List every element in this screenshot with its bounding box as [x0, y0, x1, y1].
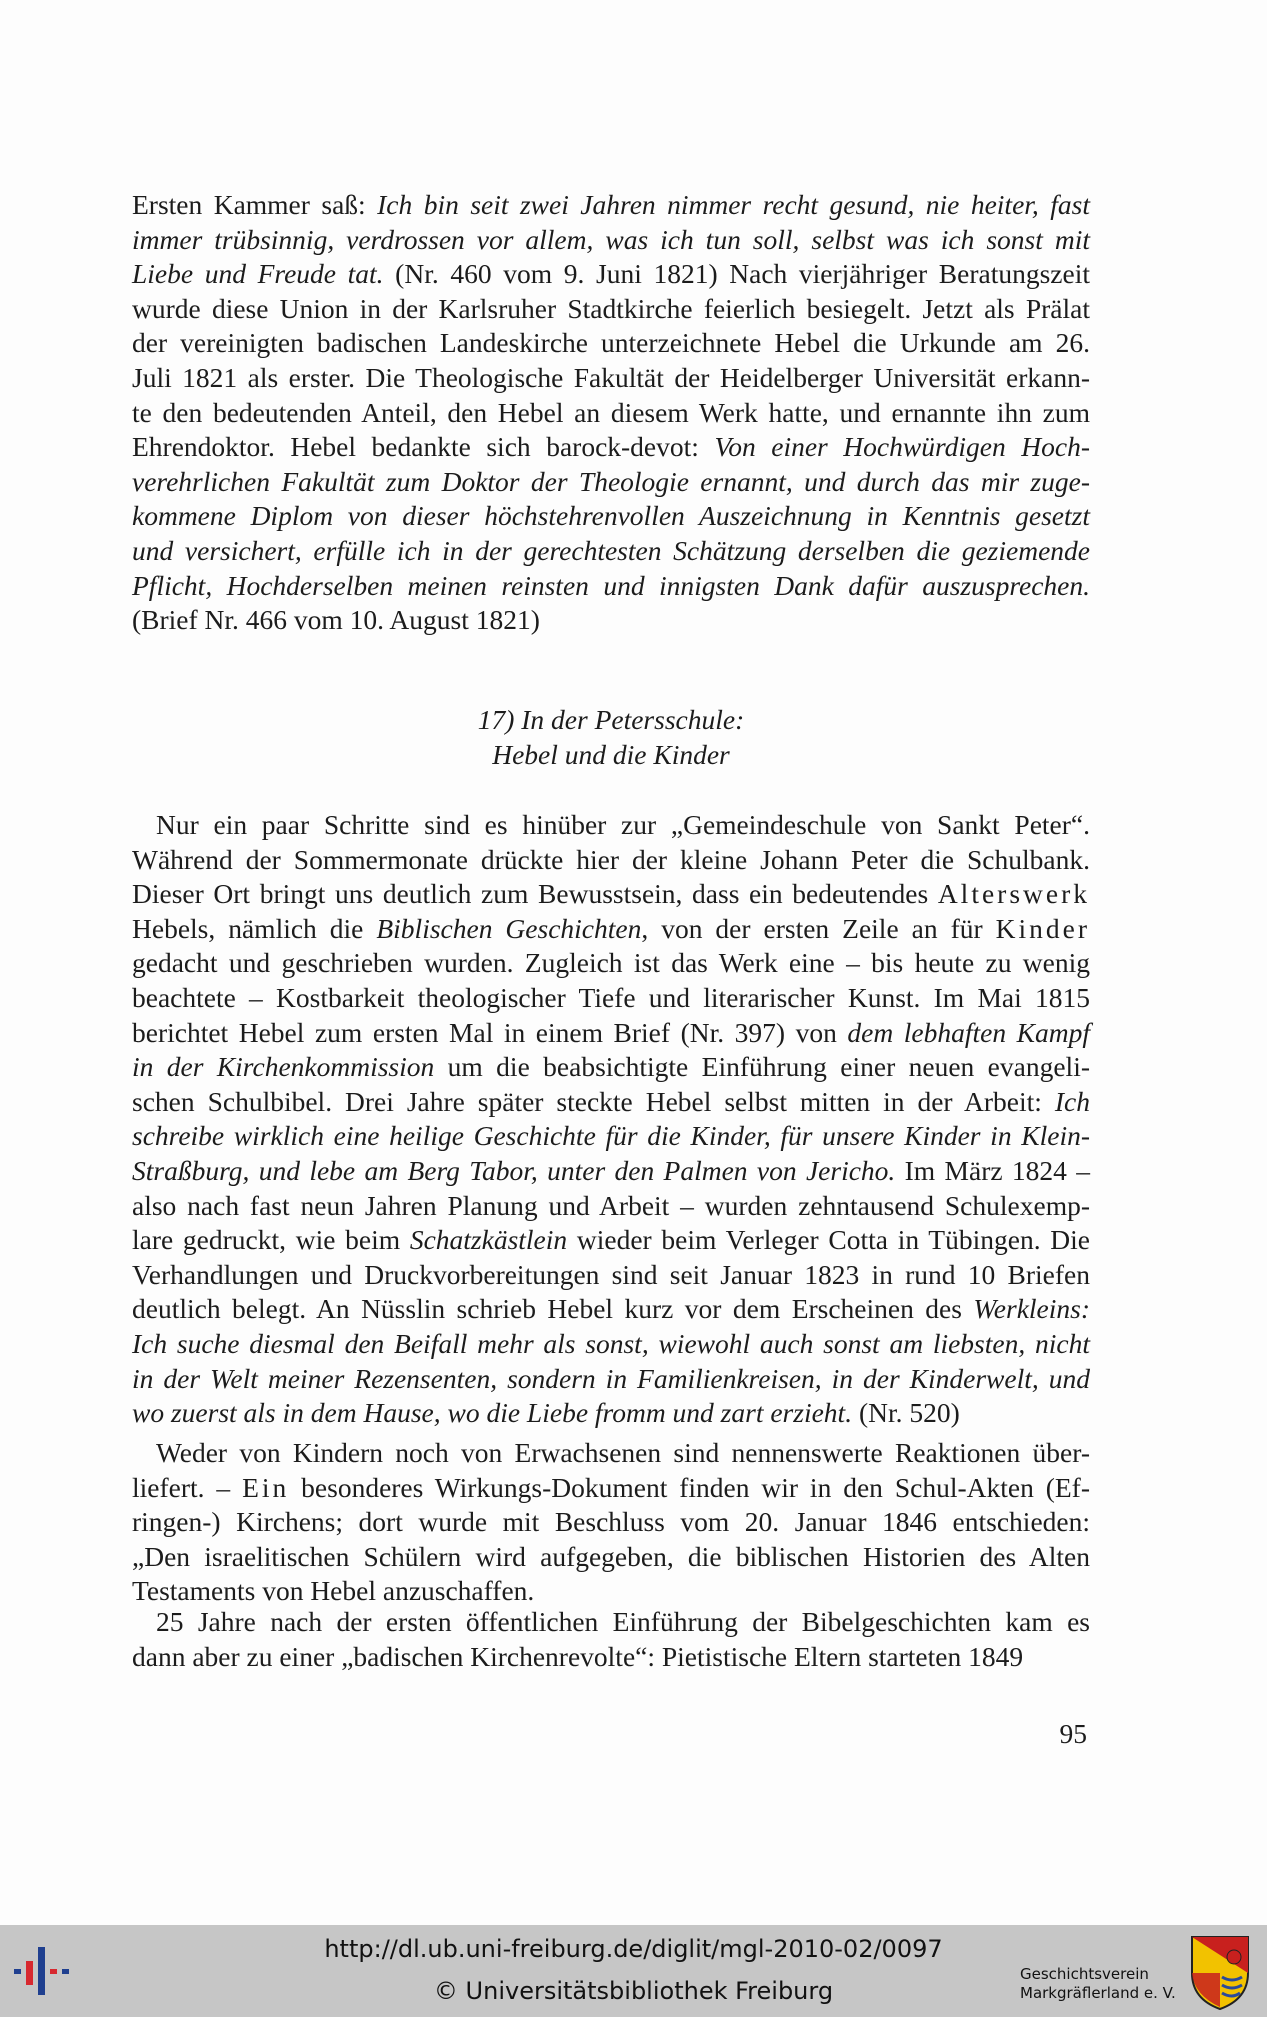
text-line	[132, 361, 1090, 396]
text-run: Weder von Kindern noch von Erwachsenen sind nennenswerte Reaktionen über-	[156, 1437, 1090, 1468]
italic-text: Pflicht, Hochderselben meinen reinsten und innigsten Dank dafür auszusprechen.	[132, 569, 1090, 601]
text-run: Im März 1824 –	[895, 1154, 1090, 1186]
society-name-line-1: Geschichtsverein	[1020, 1965, 1149, 1983]
text-line	[132, 1292, 1090, 1327]
text-run: also nach fast neun Jahren Planung und Arbeit – wurden zehntausend Schulexemp-	[132, 1189, 1090, 1221]
italic-text: Straßburg, und lebe am Berg Tabor, unter den Palmen von Jericho.	[132, 1154, 896, 1186]
italic-text: Werkleins:	[973, 1293, 1090, 1325]
text-run: wurde diese Union in der Karlsruher Stadtkirche feierlich besiegelt. Jetzt als Prälat	[132, 292, 1090, 324]
text-line	[132, 499, 1090, 534]
text-line	[132, 465, 1090, 500]
text-line	[132, 292, 1090, 327]
text-line	[132, 326, 1090, 361]
section-heading-line-1: 17) In der Petersschule:	[477, 704, 745, 735]
text-line	[132, 1540, 1090, 1575]
section-heading	[132, 703, 1090, 772]
text-run: Hebels, nämlich die	[132, 912, 377, 944]
text-run: Alterswerk	[937, 878, 1090, 910]
text-run: Dieser Ort bringt uns deutlich zum Bewusstsein, dass ein bedeutendes	[132, 878, 938, 910]
text-run: der vereinigten badischen Landeskirche unterzeichnete Hebel die Urkunde am 26.	[132, 327, 1090, 359]
text-line	[132, 1574, 1090, 1609]
italic-text: verehrlichen Fakultät zum Doktor der Theologie ernannt, und durch das mir zuge-	[132, 465, 1090, 497]
text-line	[132, 912, 1090, 947]
text-run: Juli 1821 als erster. Die Theologische Fakultät der Heidelberger Universität erkann-	[132, 361, 1090, 393]
text-run: um die beabsichtigte Einführung einer neuen evangeli-	[434, 1051, 1090, 1083]
text-run: Ein	[242, 1471, 290, 1503]
text-line	[132, 1258, 1090, 1293]
text-run: Testaments von Hebel anzuschaffen.	[132, 1575, 535, 1607]
paragraph-3	[132, 1436, 1090, 1609]
text-line	[132, 1436, 1090, 1471]
text-run: te den bedeutenden Anteil, den Hebel an diesem Werk hatte, und ernannte ihn zum	[132, 396, 1090, 428]
footer-url-link[interactable]: http://dl.ub.uni-freiburg.de/diglit/mgl-2010-02/0097	[324, 1935, 943, 1963]
text-run: schen Schulbibel. Drei Jahre später steckte Hebel selbst mitten in der Arbeit:	[132, 1085, 1055, 1117]
text-run: Während der Sommermonate drückte hier der kleine Johann Peter die Schulbank.	[132, 843, 1090, 875]
society-name-line-2: Markgräflerland e. V.	[1020, 1984, 1176, 2002]
italic-text: immer trübsinnig, verdrossen vor allem, was ich tun soll, selbst was ich sonst mit	[132, 223, 1090, 255]
text-line	[132, 1362, 1090, 1397]
section-heading-line-2: Hebel und die Kinder	[492, 738, 730, 770]
text-run: deutlich belegt. An Nüsslin schrieb Hebel kurz vor dem Erscheinen des	[132, 1293, 974, 1325]
page-number: 95	[1059, 1718, 1087, 1749]
text-line	[132, 1605, 1090, 1640]
text-line	[132, 1396, 1090, 1431]
italic-text: dem lebhaften Kampf	[847, 1016, 1090, 1048]
text-run: Ersten Kammer saß:	[132, 189, 378, 220]
text-line	[132, 569, 1090, 604]
text-line	[132, 257, 1090, 292]
text-run: beachtete – Kostbarkeit theologischer Tiefe und literarischer Kunst. Im Mai 1815	[132, 981, 1090, 1013]
text-run: Kinder	[995, 912, 1090, 944]
paragraph-4	[132, 1605, 1090, 1674]
text-line	[132, 808, 1090, 843]
text-run: gedacht und geschrieben wurden. Zugleich ist das Werk eine – bis heute zu wenig	[132, 947, 1090, 979]
italic-text: Schatzkästlein	[409, 1224, 568, 1256]
italic-text: in der Welt meiner Rezensenten, sondern in Familienkreisen, in der Kinderwelt, und	[132, 1362, 1090, 1394]
text-line	[132, 946, 1090, 981]
italic-text: Biblischen Geschichten	[376, 912, 642, 944]
italic-text: wo zuerst als in dem Hause, wo die Liebe fromm und zart erzieht.	[132, 1397, 853, 1429]
text-run: dann aber zu einer „badischen Kirchenrevolte“: Pietistische Eltern starteten 1849	[132, 1640, 1024, 1672]
footer-copyright: © Universitätsbibliothek Freiburg	[433, 1977, 834, 2005]
text-line	[132, 843, 1090, 878]
italic-text: schreibe wirklich eine heilige Geschichte für die Kinder, für unsere Kinder in Klein-	[132, 1120, 1090, 1152]
text-run: (Nr. 520)	[852, 1397, 960, 1429]
italic-text: und versichert, erfülle ich in der gerechtesten Schätzung derselben die geziemende	[132, 534, 1090, 566]
text-line	[132, 1223, 1090, 1258]
italic-text: Von einer Hochwürdigen Hoch-	[714, 431, 1091, 463]
text-line	[132, 1050, 1090, 1085]
text-line	[132, 1471, 1090, 1506]
paragraph-2	[132, 808, 1090, 1431]
footer-bar	[0, 1925, 1267, 2017]
italic-text: Liebe und Freude tat.	[132, 258, 384, 290]
italic-text: Ich suche diesmal den Beifall mehr als sonst, wiewohl auch sonst am liebsten, nicht	[132, 1327, 1090, 1359]
italic-text: Ich	[1054, 1085, 1090, 1117]
text-run: 25 Jahre nach der ersten öffentlichen Einführung der Bibelgeschichten kam es	[156, 1606, 1090, 1637]
text-line	[132, 1119, 1090, 1154]
text-run: berichtet Hebel zum ersten Mal in einem Brief (Nr. 397) von	[132, 1016, 848, 1048]
text-run: (Nr. 460 vom 9. Juni 1821) Nach vierjähriger Beratungszeit	[383, 258, 1090, 290]
text-run: besonderes Wirkungs-Dokument finden wir in den Schul-Akten (Ef-	[289, 1471, 1090, 1503]
text-line	[132, 1154, 1090, 1189]
text-run: (Brief Nr. 466 vom 10. August 1821)	[132, 604, 540, 636]
paragraph-1	[132, 188, 1090, 638]
italic-text: Ich bin seit zwei Jahren nimmer recht gesund, nie heiter, fast	[377, 189, 1090, 220]
text-run: Verhandlungen und Druckvorbereitungen sind seit Januar 1823 in rund 10 Briefen	[132, 1258, 1090, 1290]
text-line	[132, 188, 1090, 223]
text-run: liefert. –	[132, 1471, 243, 1503]
text-line	[132, 1640, 1090, 1675]
text-line	[132, 877, 1090, 912]
text-run: Nur ein paar Schritte sind es hinüber zur „Gemeindeschule von Sankt Peter“.	[156, 809, 1090, 840]
text-run: ringen-) Kirchens; dort wurde mit Beschluss vom 20. Januar 1846 entschieden:	[132, 1506, 1090, 1538]
text-line	[132, 1189, 1090, 1224]
text-run: wieder beim Verleger Cotta in Tübingen. Die	[567, 1224, 1090, 1256]
text-run: Ehrendoktor. Hebel bedankte sich barock-devot:	[132, 431, 715, 463]
text-line	[132, 430, 1090, 465]
text-line	[132, 223, 1090, 258]
text-line	[132, 981, 1090, 1016]
text-line	[132, 1505, 1090, 1540]
society-name	[1020, 1965, 1176, 2003]
text-line	[132, 534, 1090, 569]
text-line	[132, 396, 1090, 431]
text-line	[132, 1327, 1090, 1362]
text-run: „Den israelitischen Schülern wird aufgegeben, die biblischen Historien des Alten	[132, 1540, 1090, 1572]
text-line	[132, 1016, 1090, 1051]
italic-text: kommene Diplom von dieser höchstehrenvollen Auszeichnung in Kenntnis gesetzt	[132, 500, 1090, 532]
text-line	[132, 603, 1090, 638]
society-crest-icon	[1188, 1933, 1252, 2011]
text-line	[132, 1085, 1090, 1120]
text-run: , von der ersten Zeile an für	[641, 912, 996, 944]
italic-text: in der Kirchenkommission	[132, 1051, 435, 1083]
text-run: lare gedruckt, wie beim	[132, 1224, 410, 1256]
